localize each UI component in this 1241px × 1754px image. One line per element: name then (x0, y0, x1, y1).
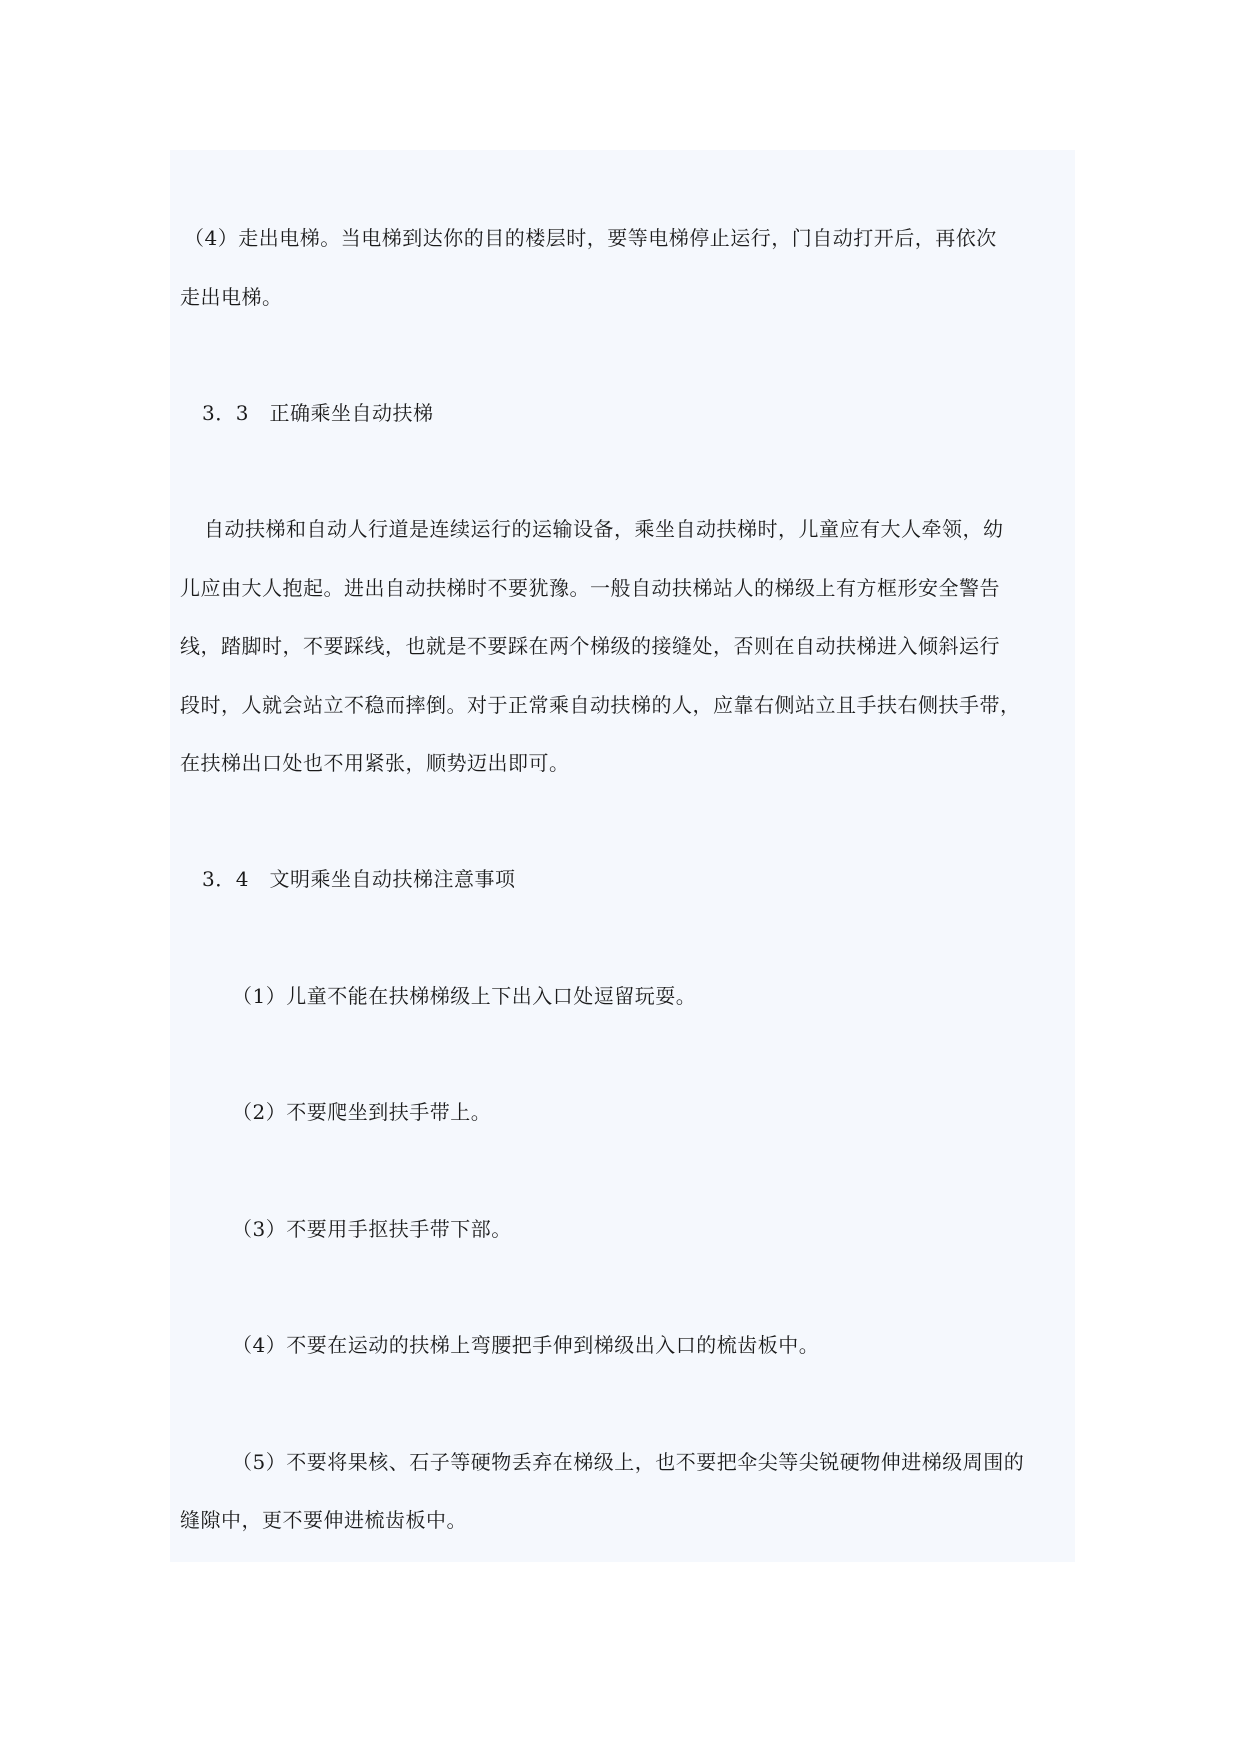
paragraph-line: 在扶梯出口处也不用紧张，顺势迈出即可。 (180, 751, 570, 775)
paragraph-line: 走出电梯。 (180, 285, 283, 309)
paragraph-line: 线，踏脚时，不要踩线，也就是不要踩在两个梯级的接缝处，否则在自动扶梯进入倾斜运行 (180, 634, 1000, 658)
paragraph-line: （4）走出电梯。当电梯到达你的目的楼层时，要等电梯停止运行，门自动打开后，再依次 (184, 226, 997, 250)
list-item: （4）不要在运动的扶梯上弯腰把手伸到梯级出入口的梳齿板中。 (232, 1333, 820, 1357)
paragraph-line: 缝隙中，更不要伸进梳齿板中。 (180, 1508, 467, 1532)
list-item: （2）不要爬坐到扶手带上。 (232, 1100, 492, 1124)
paragraph-line: 段时，人就会站立不稳而摔倒。对于正常乘自动扶梯的人，应靠右侧站立且手扶右侧扶手带， (180, 693, 1021, 717)
paragraph-line: 自动扶梯和自动人行道是连续运行的运输设备，乘坐自动扶梯时，儿童应有大人牵领，幼 (204, 517, 1004, 541)
section-heading-3-3: 3．3 正确乘坐自动扶梯 (202, 401, 434, 425)
section-heading-3-4: 3．4 文明乘坐自动扶梯注意事项 (202, 867, 516, 891)
list-item: （1）儿童不能在扶梯梯级上下出入口处逗留玩耍。 (232, 984, 697, 1008)
list-item: （5）不要将果核、石子等硬物丢弃在梯级上，也不要把伞尖等尖锐硬物伸进梯级周围的 (232, 1450, 1025, 1474)
list-item: （3）不要用手抠扶手带下部。 (232, 1217, 512, 1241)
paragraph-line: 儿应由大人抱起。进出自动扶梯时不要犹豫。一般自动扶梯站人的梯级上有方框形安全警告 (180, 576, 1000, 600)
